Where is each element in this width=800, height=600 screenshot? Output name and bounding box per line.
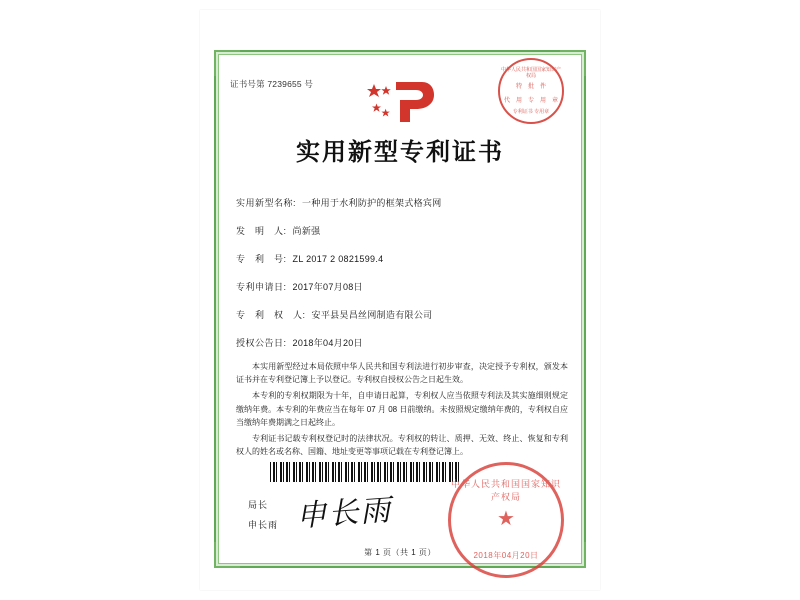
page-footer: 第 1 页（共 1 页） [364, 548, 436, 557]
handwritten-signature: 申长雨 [295, 492, 394, 535]
legal-paragraph: 本专利的专利权期限为十年，自申请日起算，专利权人应当依照专利法及其实施细则规定缴纳年费。本专利的年费应当在每年 07 月 08 日前缴纳。未按照规定缴纳年费的，专利权自应当缴纳年费期满之日起终止。 [236, 391, 568, 427]
seal-small-line4: 专利证书 专用章 [512, 109, 550, 116]
field-row [236, 196, 566, 209]
field-label: 专 利 号: [236, 254, 287, 264]
field-row [236, 280, 566, 293]
field-list [236, 196, 566, 364]
certificate-title: 实用新型专利证书 [296, 138, 504, 166]
star-icon: ★ [497, 508, 515, 530]
field-value: 安平县昊昌丝网制造有限公司 [311, 310, 433, 320]
barcode [270, 462, 460, 482]
legal-paragraph: 本实用新型经过本局依照中华人民共和国专利法进行初步审查，决定授予专利权，颁发本证书并在专利登记簿上予以登记。专利权自授权公告之日起生效。 [236, 362, 568, 385]
legal-body-text [236, 360, 568, 461]
field-row [236, 308, 566, 321]
field-value: 2017年07月08日 [292, 282, 363, 292]
seal-large-ring-text: 中华人民共和国国家知识产权局 [451, 479, 562, 502]
official-seal-large [448, 462, 564, 578]
approval-seal-small [498, 58, 564, 124]
signature-title-label: 局长 [248, 500, 269, 510]
patent-office-emblem-icon [366, 78, 438, 124]
signature-name-label: 申长雨 [248, 520, 279, 530]
seal-small-line1: 中华人民共和国国家知识产权局 [500, 67, 561, 79]
field-label: 发 明 人: [236, 226, 287, 236]
field-value: 尚新强 [292, 226, 321, 236]
field-label: 实用新型名称: [236, 198, 297, 208]
field-label: 专利申请日: [236, 282, 287, 292]
field-row [236, 336, 566, 349]
certificate-number: 证书号第 7239655 号 [230, 79, 314, 89]
field-row [236, 252, 566, 265]
seal-small-line2: 特 批 件 [515, 84, 546, 90]
patent-certificate [200, 10, 600, 590]
seal-large-date: 2018年04月20日 [473, 551, 539, 560]
field-label: 授权公告日: [236, 338, 287, 348]
field-label: 专 利 权 人: [236, 310, 306, 320]
corner-ornament-top-right [560, 50, 586, 76]
corner-ornament-top-left [214, 50, 240, 76]
field-row [236, 224, 566, 237]
field-value: 2018年04月20日 [292, 338, 363, 348]
field-value: ZL 2017 2 0821599.4 [292, 254, 384, 264]
legal-paragraph: 专利证书记载专利权登记时的法律状况。专利权的转让、质押、无效、终止、恢复和专利权人的姓名或名称、国籍、地址变更等事项记载在专利登记簿上。 [236, 433, 568, 457]
field-value: 一种用于水利防护的框架式格宾网 [302, 198, 442, 208]
seal-small-line3: 代 用 专 用 章 [503, 98, 558, 104]
